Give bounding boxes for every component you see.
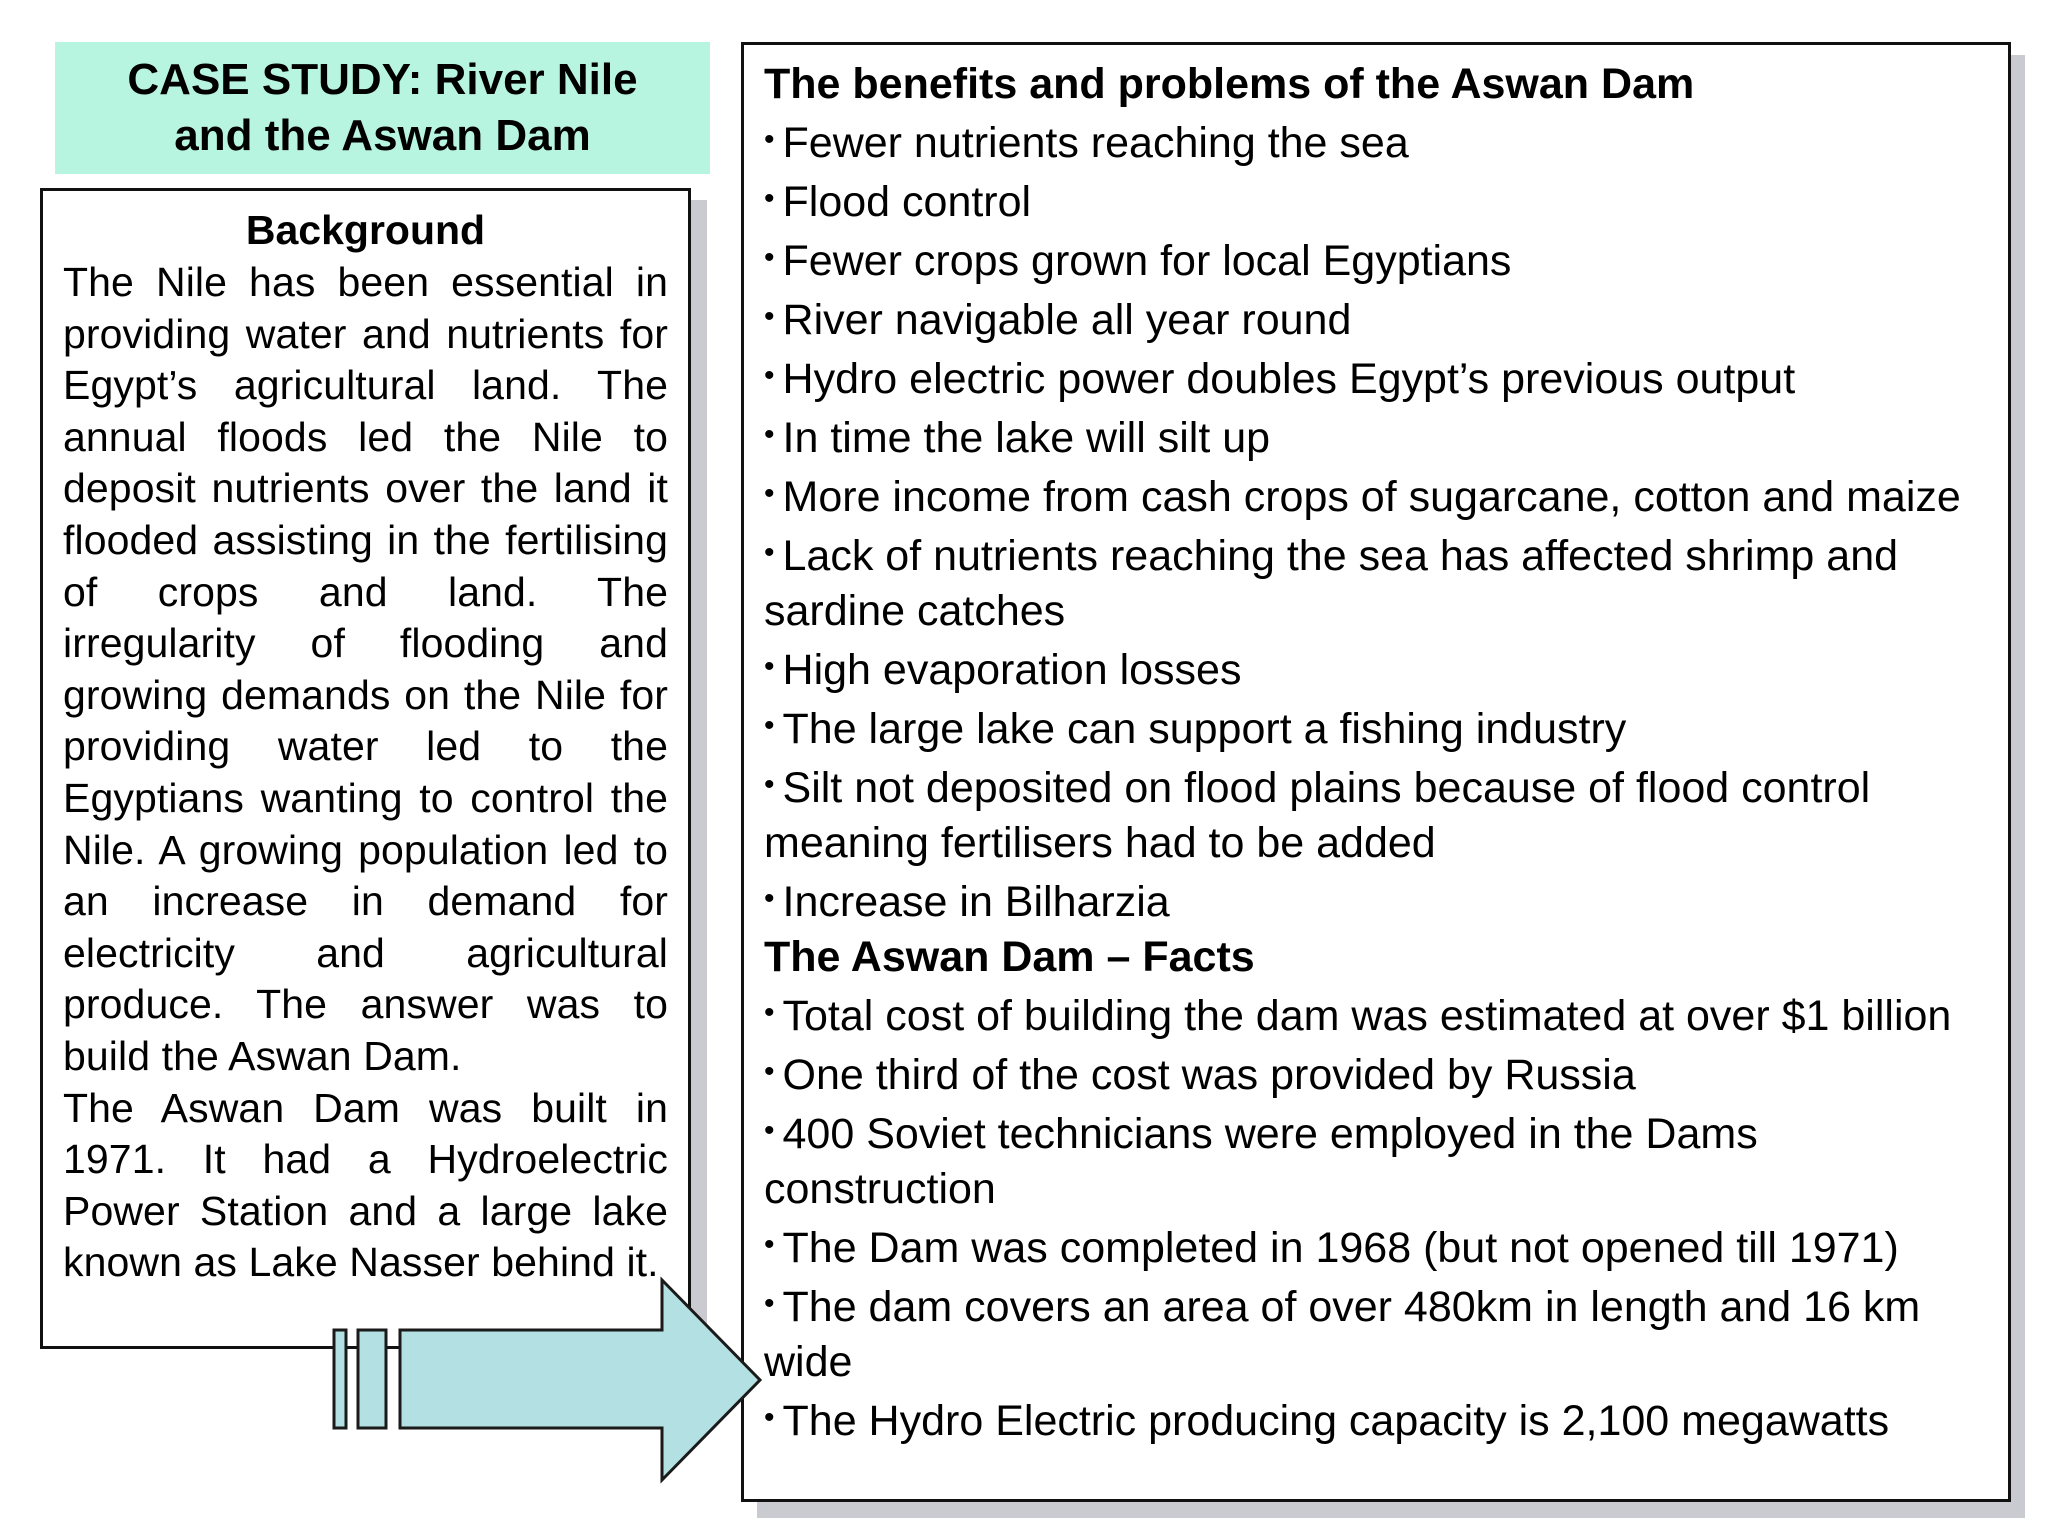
bullet-icon: • xyxy=(764,1055,775,1088)
bullet-icon: • xyxy=(764,768,775,801)
fact-item: • One third of the cost was provided by Russia xyxy=(764,1051,1636,1099)
benefits-heading: The benefits and problems of the Aswan Dam xyxy=(764,60,1695,108)
benefit-item: • Lack of nutrients reaching the sea has affected shrimp and sardine catches xyxy=(764,532,1899,635)
bullet-icon: • xyxy=(764,123,775,156)
title-line-2: and the Aswan Dam xyxy=(174,111,591,160)
benefit-item: • Hydro electric power doubles Egypt’s previous output xyxy=(764,355,1796,403)
bullet-icon: • xyxy=(764,418,775,451)
benefit-item: • Fewer nutrients reaching the sea xyxy=(764,119,1409,167)
benefits-facts-panel xyxy=(741,42,2011,1502)
bullet-icon: • xyxy=(764,1287,775,1320)
bullet-icon: • xyxy=(764,241,775,274)
benefit-item: • River navigable all year round xyxy=(764,296,1352,344)
bullet-icon: • xyxy=(764,882,775,915)
benefit-item: • The large lake can support a fishing industry xyxy=(764,705,1627,753)
background-paragraph-2: The Aswan Dam was built in 1971. It had a Hydroelectric Power Station and a large lake known as Lake Nasser behind it. xyxy=(63,1084,668,1286)
benefit-item: • Increase in Bilharzia xyxy=(764,878,1170,926)
bullet-icon: • xyxy=(764,1401,775,1434)
striped-arrow-icon xyxy=(320,1270,770,1500)
benefit-item: • More income from cash crops of sugarcane, cotton and maize xyxy=(764,473,1961,521)
bullet-icon: • xyxy=(764,300,775,333)
case-study-title-banner xyxy=(55,42,710,174)
bullet-icon: • xyxy=(764,996,775,1029)
bullet-icon: • xyxy=(764,536,775,569)
bullet-icon: • xyxy=(764,1114,775,1147)
background-heading: Background xyxy=(245,207,486,253)
arrow-body xyxy=(400,1280,760,1480)
bullet-icon: • xyxy=(764,709,775,742)
fact-item: • The Dam was completed in 1968 (but not opened till 1971) xyxy=(764,1224,1899,1272)
benefit-item: • Silt not deposited on flood plains because of flood control meaning fertilisers had to be added xyxy=(764,764,1871,867)
arrow-stripe-1 xyxy=(334,1330,346,1428)
arrow-stripe-2 xyxy=(358,1330,386,1428)
benefit-item: • In time the lake will silt up xyxy=(764,414,1271,462)
title-line-1: CASE STUDY: River Nile xyxy=(127,55,638,104)
benefit-item: • Flood control xyxy=(764,178,1032,226)
bullet-icon: • xyxy=(764,1228,775,1261)
benefit-item: • Fewer crops grown for local Egyptians xyxy=(764,237,1512,285)
bullet-icon: • xyxy=(764,650,775,683)
fact-item: • The dam covers an area of over 480km in length and 16 km wide xyxy=(764,1283,1921,1386)
benefit-item: • High evaporation losses xyxy=(764,646,1242,694)
bullet-icon: • xyxy=(764,182,775,215)
background-paragraph-1: The Nile has been essential in providing water and nutrients for Egypt’s agricultural land. The annual floods led the Nile to deposit nutrients over the land it flooded assisting in the fertilising of crops and land. The irregularity of flooding and growing demands on the Nile for providing water led to the Egyptians wanting to control the Nile. A growing population led to an increase in demand for electricity and agricultural produce. The answer was to build the Aswan Dam. xyxy=(63,259,668,1079)
bullet-icon: • xyxy=(764,477,775,510)
facts-heading: The Aswan Dam – Facts xyxy=(764,933,1255,981)
bullet-icon: • xyxy=(764,359,775,392)
fact-item: • The Hydro Electric producing capacity is 2,100 megawatts xyxy=(764,1397,1890,1445)
background-box xyxy=(40,188,691,1349)
fact-item: • Total cost of building the dam was estimated at over $1 billion xyxy=(764,992,1952,1040)
fact-item: • 400 Soviet technicians were employed in the Dams construction xyxy=(764,1110,1758,1213)
